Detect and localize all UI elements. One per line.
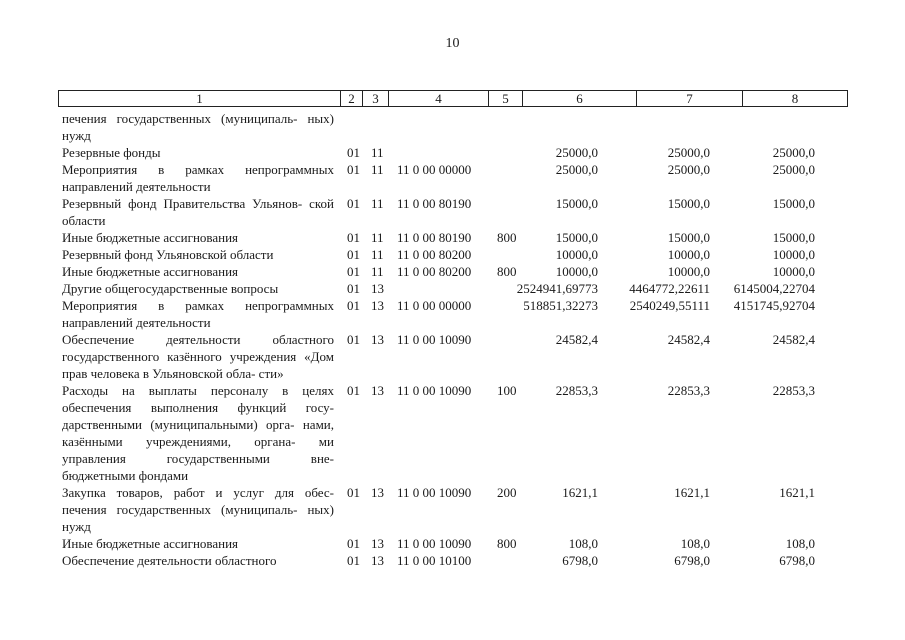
row-target-article: 11 0 00 10090 xyxy=(397,383,472,398)
row-amount-col-8: 1621,1 xyxy=(779,485,815,500)
row-amount-col-7: 1621,1 xyxy=(674,485,710,500)
row-amount-col-8: 24582,4 xyxy=(772,332,815,347)
table-row xyxy=(0,161,905,195)
table-row xyxy=(0,263,905,280)
row-amount-col-6: 25000,0 xyxy=(555,145,598,160)
row-target-article: 11 0 00 80190 xyxy=(397,196,472,211)
table-row xyxy=(0,110,905,144)
row-amount-col-8: 25000,0 xyxy=(772,145,815,160)
row-amount-col-6: 10000,0 xyxy=(555,247,598,262)
table-row xyxy=(0,195,905,229)
row-section: 01 xyxy=(347,196,360,211)
row-section: 01 xyxy=(347,162,360,177)
row-amount-col-8: 6145004,22704 xyxy=(733,281,815,296)
table-row xyxy=(0,246,905,263)
row-amount-col-8: 108,0 xyxy=(785,536,815,551)
row-amount-col-7: 15000,0 xyxy=(667,196,710,211)
row-target-article: 11 0 00 80200 xyxy=(397,247,472,262)
row-target-article: 11 0 00 10100 xyxy=(397,553,472,568)
row-expense-type: 800 xyxy=(497,230,517,245)
row-name: Резервный фонд Правительства Ульянов- ской области xyxy=(62,196,334,228)
row-name: Иные бюджетные ассигнования xyxy=(62,230,239,245)
row-section: 01 xyxy=(347,485,360,500)
row-expense-type: 200 xyxy=(497,485,517,500)
row-section: 01 xyxy=(347,298,360,313)
header-col-8: 8 xyxy=(791,91,799,106)
row-section: 01 xyxy=(347,536,360,551)
row-section: 01 xyxy=(347,145,360,160)
row-target-article: 11 0 00 80200 xyxy=(397,264,472,279)
row-amount-col-7: 2540249,55111 xyxy=(629,298,710,313)
row-amount-col-7: 22853,3 xyxy=(667,383,710,398)
row-amount-col-7: 25000,0 xyxy=(667,145,710,160)
row-amount-col-7: 15000,0 xyxy=(667,230,710,245)
header-col-6: 6 xyxy=(523,91,637,106)
row-amount-col-6: 15000,0 xyxy=(555,230,598,245)
row-amount-col-8: 6798,0 xyxy=(779,553,815,568)
table-header xyxy=(58,90,848,107)
row-amount-col-6: 6798,0 xyxy=(562,553,598,568)
row-amount-col-8: 10000,0 xyxy=(772,264,815,279)
header-col-2: 2 xyxy=(341,91,363,106)
row-target-article: 11 0 00 10090 xyxy=(397,332,472,347)
table-row xyxy=(0,552,905,569)
row-section: 01 xyxy=(347,332,360,347)
row-subsection: 13 xyxy=(371,536,384,551)
table-row xyxy=(0,297,905,331)
row-target-article: 11 0 00 10090 xyxy=(397,485,472,500)
row-amount-col-6: 1621,1 xyxy=(562,485,598,500)
header-col-1: 1 xyxy=(59,91,341,106)
row-name: Иные бюджетные ассигнования xyxy=(62,264,239,279)
row-amount-col-7: 10000,0 xyxy=(667,247,710,262)
header-col-5: 5 xyxy=(489,91,523,106)
row-subsection: 11 xyxy=(371,230,384,245)
row-amount-col-6: 25000,0 xyxy=(555,162,598,177)
row-subsection: 13 xyxy=(371,485,384,500)
row-amount-col-8: 15000,0 xyxy=(772,196,815,211)
row-expense-type: 800 xyxy=(497,536,517,551)
row-section: 01 xyxy=(347,281,360,296)
row-amount-col-6: 108,0 xyxy=(568,536,598,551)
row-name: Мероприятия в рамках непрограммных направлений деятельности xyxy=(62,162,334,194)
row-subsection: 13 xyxy=(371,298,384,313)
table-row xyxy=(0,144,905,161)
row-expense-type: 800 xyxy=(497,264,517,279)
row-section: 01 xyxy=(347,230,360,245)
row-name: Другие общегосударственные вопросы xyxy=(62,281,279,296)
row-amount-col-6: 22853,3 xyxy=(555,383,598,398)
row-name: Обеспечение деятельности областного государственного казённого учреждения «Дом прав человека в Ульяновской обла- сти» xyxy=(62,332,334,381)
row-amount-col-7: 24582,4 xyxy=(667,332,710,347)
row-subsection: 13 xyxy=(371,281,384,296)
page-number: 10 xyxy=(445,36,460,51)
row-name: Расходы на выплаты персоналу в целях обеспечения выполнения функций госу- дарственными (муниципальными) орга- нами, казёнными учреждениями, органа- ми управления государственными вне- бюджетными фондами xyxy=(62,383,334,483)
row-target-article: 11 0 00 00000 xyxy=(397,162,472,177)
row-amount-col-7: 6798,0 xyxy=(674,553,710,568)
row-amount-col-8: 22853,3 xyxy=(772,383,815,398)
row-amount-col-7: 25000,0 xyxy=(667,162,710,177)
row-name: печения государственных (муниципаль- ных) нужд xyxy=(62,111,334,143)
table-row xyxy=(0,535,905,552)
row-name: Обеспечение деятельности областного xyxy=(62,553,277,568)
row-amount-col-7: 10000,0 xyxy=(667,264,710,279)
row-amount-col-6: 15000,0 xyxy=(555,196,598,211)
row-amount-col-6: 24582,4 xyxy=(555,332,598,347)
row-target-article: 11 0 00 00000 xyxy=(397,298,472,313)
table-row xyxy=(0,280,905,297)
row-subsection: 11 xyxy=(371,196,384,211)
row-amount-col-7: 4464772,22611 xyxy=(629,281,710,296)
row-section: 01 xyxy=(347,264,360,279)
row-expense-type: 100 xyxy=(497,383,517,398)
row-amount-col-8: 4151745,92704 xyxy=(733,298,815,313)
table-row xyxy=(0,484,905,535)
row-name: Закупка товаров, работ и услуг для обес- печения государственных (муниципаль- ных) нужд xyxy=(62,485,334,534)
row-subsection: 11 xyxy=(371,247,384,262)
row-amount-col-8: 15000,0 xyxy=(772,230,815,245)
row-subsection: 11 xyxy=(371,162,384,177)
header-col-4: 4 xyxy=(389,91,489,106)
row-name: Резервный фонд Ульяновской области xyxy=(62,247,274,262)
row-target-article: 11 0 00 10090 xyxy=(397,536,472,551)
row-subsection: 11 xyxy=(371,264,384,279)
table-row xyxy=(0,331,905,382)
row-amount-col-7: 108,0 xyxy=(680,536,710,551)
row-target-article: 11 0 00 80190 xyxy=(397,230,472,245)
row-subsection: 13 xyxy=(371,383,384,398)
table-row xyxy=(0,382,905,484)
header-col-7: 7 xyxy=(637,91,743,106)
row-subsection: 13 xyxy=(371,332,384,347)
header-col-3: 3 xyxy=(363,91,389,106)
row-name: Резервные фонды xyxy=(62,145,161,160)
row-section: 01 xyxy=(347,553,360,568)
row-section: 01 xyxy=(347,247,360,262)
table-body xyxy=(0,110,905,569)
row-subsection: 13 xyxy=(371,553,384,568)
row-name: Иные бюджетные ассигнования xyxy=(62,536,239,551)
row-name: Мероприятия в рамках непрограммных направлений деятельности xyxy=(62,298,334,330)
row-amount-col-8: 25000,0 xyxy=(772,162,815,177)
row-amount-col-8: 10000,0 xyxy=(772,247,815,262)
row-subsection: 11 xyxy=(371,145,384,160)
row-section: 01 xyxy=(347,383,360,398)
row-amount-col-6: 2524941,69773 xyxy=(516,281,598,296)
row-amount-col-6: 518851,32273 xyxy=(523,298,598,313)
row-amount-col-6: 10000,0 xyxy=(555,264,598,279)
table-row xyxy=(0,229,905,246)
